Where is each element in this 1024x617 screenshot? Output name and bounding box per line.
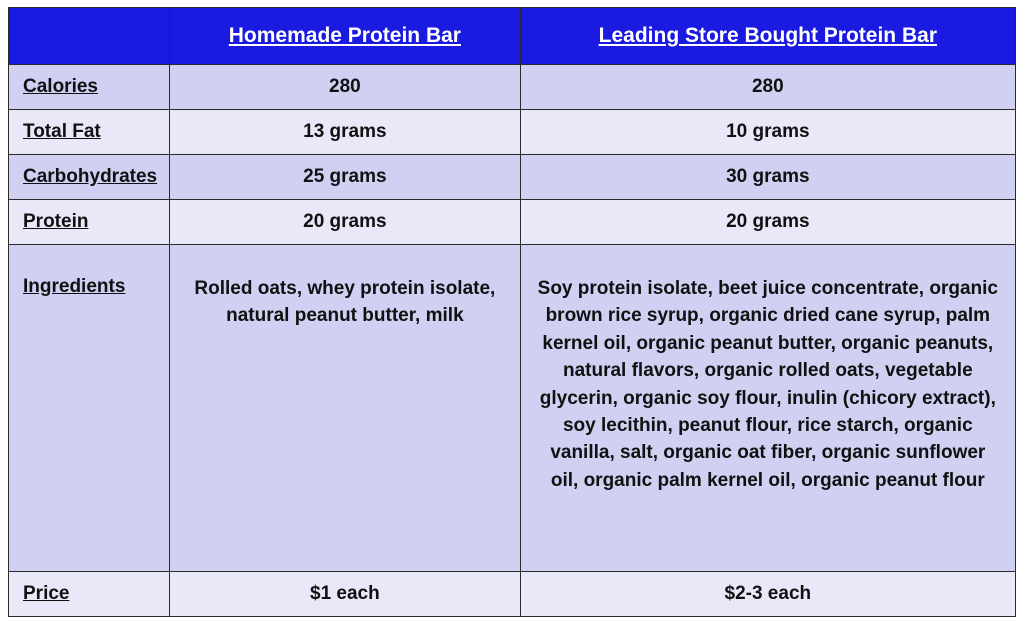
row-label: Ingredients bbox=[9, 245, 170, 572]
header-store-bought: Leading Store Bought Protein Bar bbox=[520, 8, 1015, 65]
table-row-carbohydrates bbox=[9, 155, 1016, 200]
row-label: Price bbox=[9, 572, 170, 617]
store-value: 10 grams bbox=[520, 110, 1015, 155]
store-value: $2-3 each bbox=[520, 572, 1015, 617]
row-label: Total Fat bbox=[9, 110, 170, 155]
table-row-price bbox=[9, 572, 1016, 617]
store-value: 280 bbox=[520, 65, 1015, 110]
homemade-value: 25 grams bbox=[170, 155, 521, 200]
row-label: Calories bbox=[9, 65, 170, 110]
header-corner-cell bbox=[9, 8, 170, 65]
homemade-value: 13 grams bbox=[170, 110, 521, 155]
homemade-value: 20 grams bbox=[170, 200, 521, 245]
header-homemade: Homemade Protein Bar bbox=[170, 8, 521, 65]
store-value: 30 grams bbox=[520, 155, 1015, 200]
row-label: Protein bbox=[9, 200, 170, 245]
row-label: Carbohydrates bbox=[9, 155, 170, 200]
table-row-ingredients bbox=[9, 245, 1016, 572]
store-value: 20 grams bbox=[520, 200, 1015, 245]
homemade-value: Rolled oats, whey protein isolate, natural peanut butter, milk bbox=[170, 245, 521, 572]
table-row-calories bbox=[9, 65, 1016, 110]
homemade-value: $1 each bbox=[170, 572, 521, 617]
store-value: Soy protein isolate, beet juice concentrate, organic brown rice syrup, organic dried cane syrup, palm kernel oil, organic peanut butter, organic peanuts, natural flavors, organic rolled oats, vegetable glycerin, organic soy flour, inulin (chicory extract), soy lecithin, peanut flour, rice starch, organic vanilla, salt, organic oat fiber, organic sunflower oil, organic palm kernel oil, organic peanut flour bbox=[520, 245, 1015, 572]
header-row bbox=[9, 8, 1016, 65]
comparison-table bbox=[8, 7, 1016, 617]
homemade-value: 280 bbox=[170, 65, 521, 110]
table-row-protein bbox=[9, 200, 1016, 245]
table-row-total-fat bbox=[9, 110, 1016, 155]
